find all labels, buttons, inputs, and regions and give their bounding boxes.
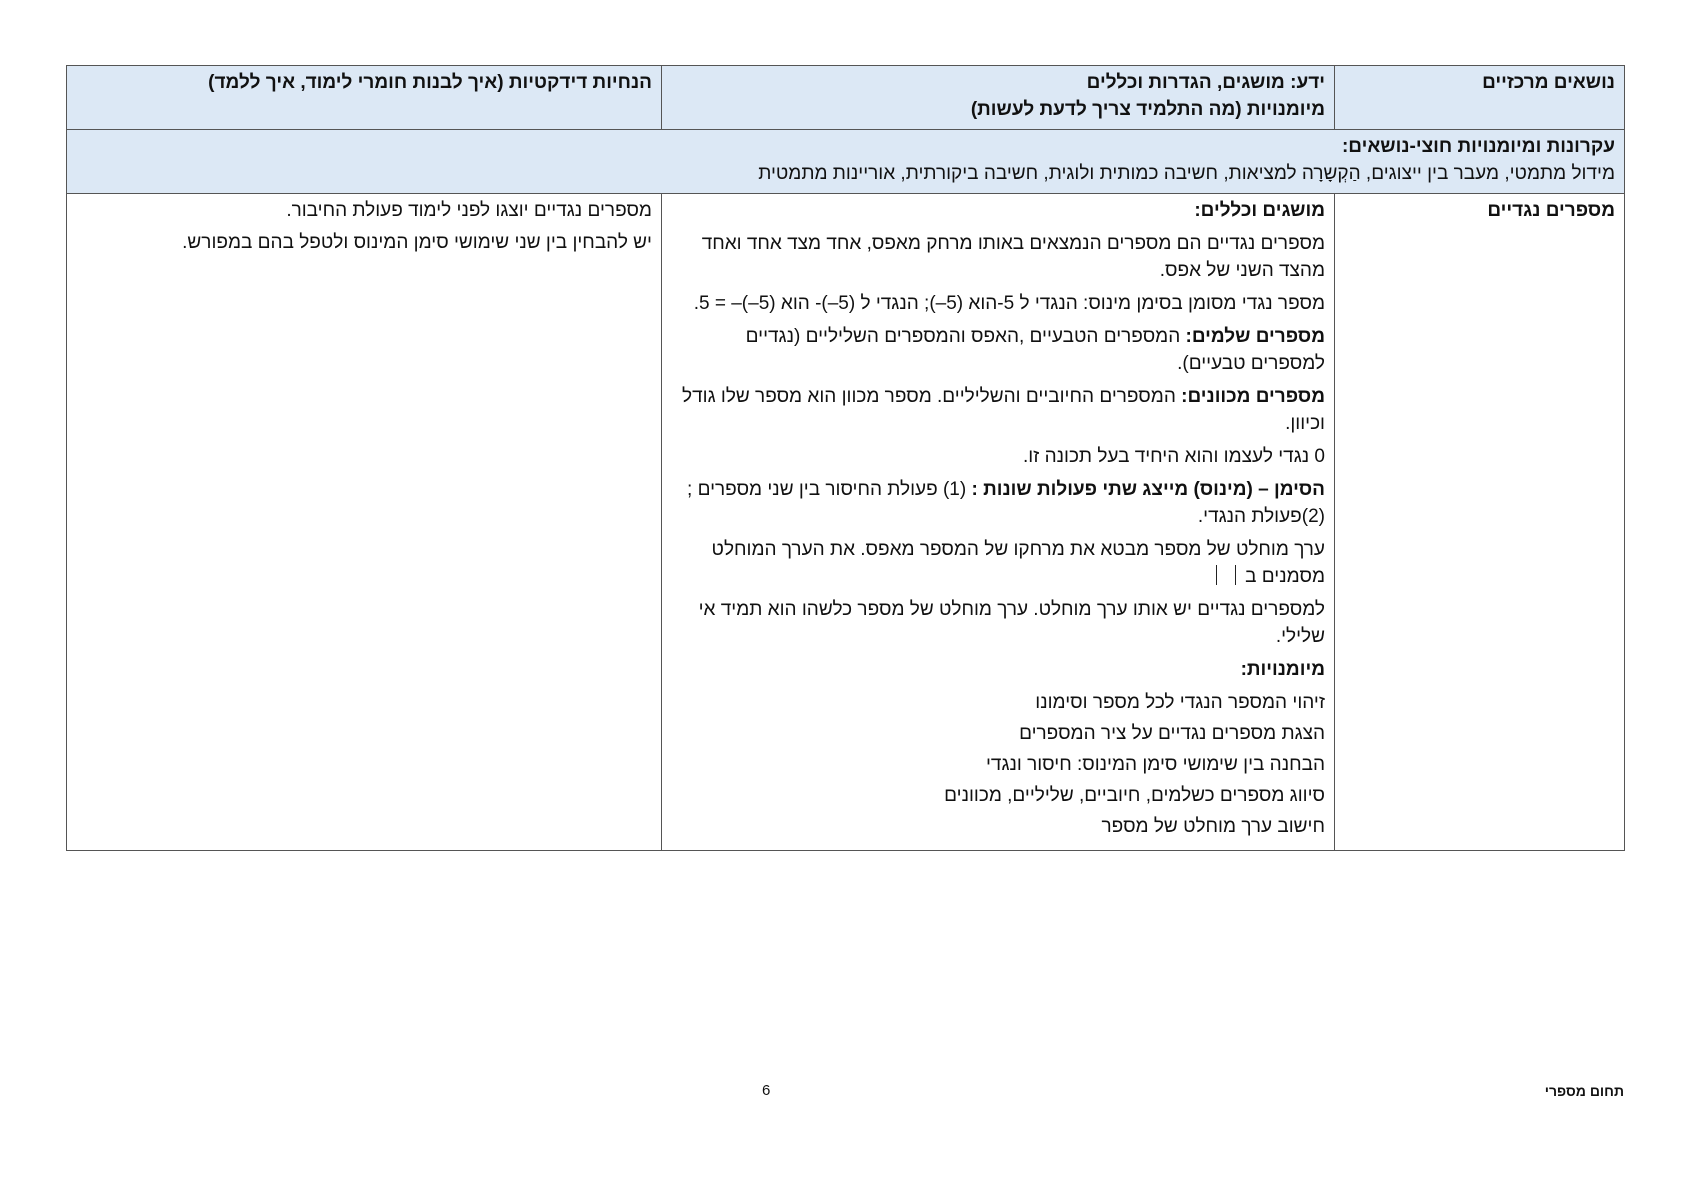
principles-cell	[67, 130, 1625, 194]
skill-item: הבחנה בין שימושי סימן המינוס: חיסור ונגדי	[985, 754, 1325, 775]
header-knowledge-line2: מיומנויות (מה התלמיד צריך לדעת לעשות)	[970, 99, 1325, 120]
skill-item: חישוב ערך מוחלט של מספר	[1101, 816, 1325, 837]
concept-paragraph	[671, 383, 1325, 437]
header-knowledge	[662, 66, 1335, 130]
header-topics	[1335, 66, 1625, 130]
skill-item: סיווג מספרים כשלמים, חיוביים, שליליים, מכוונים	[944, 785, 1325, 806]
footer-page-number: 6	[762, 1082, 771, 1099]
topic-cell	[1335, 194, 1625, 851]
concept-term: הסימן – (מינוס) מייצג שתי פעולות שונות :	[971, 479, 1325, 500]
didactic-guideline: יש להבחין בין שני שימושי סימן המינוס ולטפל בהם במפורש.	[182, 232, 652, 253]
principles-text: מידול מתמטי, מעבר בין ייצוגים, הַקְשָרָה למציאות, חשיבה כמותית ולוגית, חשיבה ביקורתית, אוריינות מתמטית	[758, 163, 1615, 184]
skill-item: הצגת מספרים נגדיים על ציר המספרים	[1019, 723, 1325, 744]
concepts-title: מושגים וכללים:	[1194, 200, 1325, 221]
concept-paragraph: 0 נגדי לעצמו והוא היחיד בעל תכונה זו.	[1022, 446, 1325, 467]
concept-paragraph	[671, 323, 1325, 377]
content-row	[67, 194, 1625, 851]
topic-label: מספרים נגדיים	[1487, 200, 1615, 221]
concept-term: מספרים שלמים:	[1185, 326, 1325, 347]
didactic-guideline: מספרים נגדיים יוצגו לפני לימוד פעולת החיבור.	[286, 200, 652, 221]
curriculum-table	[66, 65, 1625, 851]
absolute-value-text: ערך מוחלט של מספר מבטא את מרחקו של המספר מאפס. את הערך המוחלט מסמנים ב	[711, 539, 1325, 587]
concept-definition: (1) פעולת החיסור בין שני מספרים ; (2)פעולת הנגדי.	[687, 479, 1325, 527]
principles-title: עקרונות ומיומנויות חוצי-נושאים:	[1341, 136, 1615, 157]
concept-paragraph: למספרים נגדיים יש אותו ערך מוחלט. ערך מוחלט של מספר כלשהו הוא תמיד אי שלילי.	[698, 599, 1325, 647]
header-didactic-label: הנחיות דידקטיות (איך לבנות חומרי לימוד, איך ללמד)	[208, 72, 652, 93]
header-didactic	[67, 66, 662, 130]
absolute-value-bar-icon	[1235, 565, 1236, 585]
concept-paragraph: מספרים נגדיים הם מספרים הנמצאים באותו מרחק מאפס, אחד מצד אחד ואחד מהצד השני של אפס.	[701, 233, 1325, 281]
principles-row	[67, 130, 1625, 194]
table-header-row	[67, 66, 1625, 130]
concept-term: מספרים מכוונים:	[1181, 386, 1325, 407]
header-knowledge-line1: ידע: מושגים, הגדרות וכללים	[1086, 72, 1325, 93]
concept-paragraph	[671, 476, 1325, 530]
knowledge-cell	[662, 194, 1335, 851]
skill-item: זיהוי המספר הנגדי לכל מספר וסימונו	[1035, 692, 1325, 713]
header-topics-label: נושאים מרכזיים	[1482, 72, 1615, 93]
concept-definition: המספרים הטבעיים ,האפס והמספרים השליליים (נגדיים למספרים טבעיים).	[745, 326, 1325, 374]
didactic-cell	[67, 194, 662, 851]
concept-definition: המספרים החיוביים והשליליים. מספר מכוון הוא מספר שלו גודל וכיוון.	[682, 386, 1325, 434]
skills-title: מיומנויות:	[1240, 659, 1325, 680]
absolute-value-bar-icon	[1216, 565, 1217, 585]
concept-paragraph: מספר נגדי מסומן בסימן מינוס: הנגדי ל 5-הוא (5–); הנגדי ל (5–)- הוא (5–)– = 5.	[693, 293, 1325, 314]
footer-domain-label: תחום מספרי	[1544, 1083, 1624, 1099]
concept-paragraph	[671, 536, 1325, 590]
